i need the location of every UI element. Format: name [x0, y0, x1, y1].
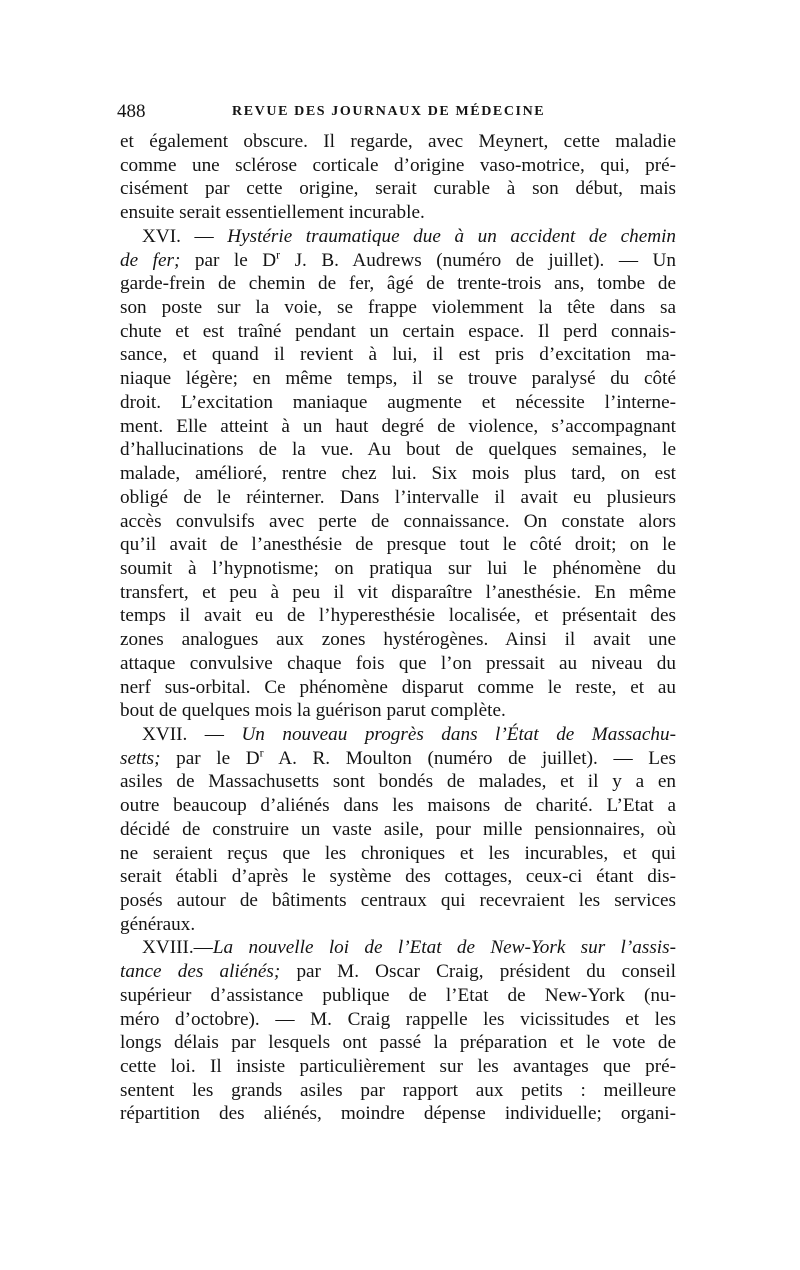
text-line: [120, 747, 676, 771]
text-line: son poste sur la voie, se frappe violemment la tête dans sa: [120, 297, 676, 319]
text-fragment: XVI. —: [142, 225, 228, 247]
text-line: cette loi. Il insiste particulièrement sur les avantages que pré-: [120, 1056, 676, 1078]
page-number: 488: [117, 101, 146, 122]
text-line: niaque légère; en même temps, il se trouve paralysé du côté: [120, 368, 676, 390]
text-line: soumit à l’hypnotisme; on pratiqua sur lui le phénomène du: [120, 557, 676, 579]
text-line: comme une sclérose corticale d’origine vaso-motrice, qui, pré-: [120, 154, 676, 176]
text-line: accès convulsifs avec perte de connaissance. On constate alors: [120, 510, 676, 532]
text-fragment: A. R. Moulton (numéro de juillet). — Les: [263, 747, 676, 769]
italic-title-fragment: setts;: [120, 747, 161, 769]
running-title: REVUE DES JOURNAUX DE MÉDECINE: [232, 104, 546, 119]
text-line: sentent les grands asiles par rapport aux petits : meilleure: [120, 1079, 676, 1101]
text-line: généraux.: [120, 913, 196, 935]
italic-title-fragment: tance des aliénés;: [120, 961, 281, 983]
italic-title-fragment: Un nouveau progrès dans l’État de Massachu-: [241, 723, 676, 745]
text-line: chute et est traîné pendant un certain espace. Il perd connais-: [120, 320, 676, 342]
text-fragment: J. B. Audrews (numéro de juillet). — Un: [280, 249, 676, 271]
superscript: r: [259, 745, 264, 760]
text-line: serait établi d’après le système des cottages, ceux-ci étant dis-: [120, 866, 676, 888]
text-line: [120, 936, 676, 960]
text-line: ment. Elle atteint à un haut degré de violence, s’accompagnant: [120, 415, 676, 437]
text-line: supérieur d’assistance publique de l’Etat de New-York (nu-: [120, 984, 676, 1006]
text-line: asiles de Massachusetts sont bondés de malades, et il y a en: [120, 771, 676, 793]
text-line: zones analogues aux zones hystérogènes. Ainsi il avait une: [120, 629, 676, 651]
text-line: [120, 960, 676, 984]
text-line: d’hallucinations de la vue. Au bout de quelques semaines, le: [120, 439, 676, 461]
text-line: temps il avait eu de l’hyperesthésie localisée, et présentait des: [120, 605, 676, 627]
text-line: outre beaucoup d’aliénés dans les maisons de charité. L’Etat a: [120, 795, 676, 817]
text-line: obligé de le réinterner. Dans l’intervalle il avait eu plusieurs: [120, 486, 676, 508]
text-line: transfert, et peu à peu il vit disparaître l’anesthésie. En même: [120, 581, 676, 603]
text-fragment: par le D: [180, 249, 277, 271]
italic-title-fragment: de fer;: [120, 249, 181, 271]
text-line: sance, et quand il revient à lui, il est pris d’excitation ma-: [120, 344, 676, 366]
text-line: décidé de construire un vaste asile, pour mille pensionnaires, où: [120, 818, 676, 840]
text-line: longs délais par lesquels ont passé la préparation et le vote de: [120, 1032, 676, 1054]
superscript: r: [276, 247, 281, 262]
text-line: malade, amélioré, rentre chez lui. Six mois plus tard, on est: [120, 463, 676, 485]
text-line: ne seraient reçus que les chroniques et les incurables, et qui: [120, 842, 676, 864]
text-line: qu’il avait de l’anesthésie de presque tout le côté droit; on le: [120, 534, 676, 556]
text-line: garde-frein de chemin de fer, âgé de trente-trois ans, tombe de: [120, 273, 676, 295]
text-fragment: XVIII.—: [142, 937, 213, 959]
text-line: [120, 249, 676, 273]
text-fragment: XVII. —: [142, 723, 242, 745]
italic-title-fragment: Hystérie traumatique due à un accident de chemin: [227, 225, 676, 247]
body-text: [120, 130, 676, 1126]
text-line: nerf sus-orbital. Ce phénomène disparut comme le reste, et au: [120, 676, 676, 698]
text-line: et également obscure. Il regarde, avec Meynert, cette maladie: [120, 131, 676, 152]
text-line: ensuite serait essentiellement incurable.: [120, 202, 425, 224]
text-line: [120, 723, 676, 747]
text-line: cisément par cette origine, serait curable à son début, mais: [120, 178, 676, 200]
text-line: posés autour de bâtiments centraux qui recevraient les services: [120, 890, 676, 911]
text-fragment: par le D: [160, 747, 260, 769]
text-line: [120, 225, 676, 249]
text-line: droit. L’excitation maniaque augmente et nécessite l’interne-: [120, 391, 676, 413]
text-line: méro d’octobre). — M. Craig rappelle les vicissitudes et les: [120, 1008, 676, 1030]
italic-title-fragment: La nouvelle loi de l’Etat de New-York sur l’assis-: [212, 937, 676, 959]
text-line: bout de quelques mois la guérison parut complète.: [120, 700, 506, 722]
text-line: répartition des aliénés, moindre dépense individuelle; organi-: [120, 1103, 676, 1125]
text-fragment: par M. Oscar Craig, président du conseil: [280, 961, 676, 983]
text-line: attaque convulsive chaque fois que l’on pressait au niveau du: [120, 652, 676, 674]
page-header: [117, 100, 677, 124]
